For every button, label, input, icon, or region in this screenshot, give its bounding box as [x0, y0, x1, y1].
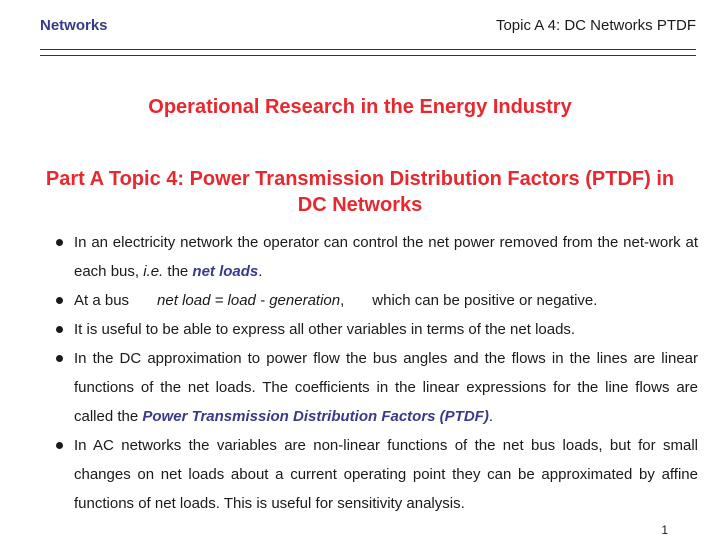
bullet-text: In AC networks the variables are non-linear functions of the net bus loads, but for small changes on net loads about a current operating point they can be approximated by affine functions of net loads. This is useful for sensitivity analysis.: [74, 437, 698, 512]
header-rule-top: [40, 49, 696, 50]
bullet-item: [52, 344, 698, 431]
slide-subtitle: Part A Topic 4: Power Transmission Distribution Factors (PTDF) in DC Networks: [45, 168, 675, 216]
bullet-item: [52, 286, 698, 315]
bullet-text: It is useful to be able to express all other variables in terms of the net loads.: [74, 321, 576, 338]
bullet-text: the: [163, 263, 193, 280]
header-section-title: Networks: [40, 17, 108, 34]
term-ptdf: Power Transmission Distribution Factors (PTDF): [142, 408, 489, 425]
page-number: 1: [661, 523, 668, 537]
bullet-text: .: [488, 408, 493, 425]
slide-header: [0, 0, 720, 60]
header-topic-title: Topic A 4: DC Networks PTDF: [495, 17, 696, 34]
bullet-text: In an electricity network the operator can control the net power removed from the net-work at each bus,: [74, 234, 698, 280]
bullet-text-italic: i.e.: [143, 263, 164, 280]
bullet-item: [52, 431, 698, 518]
bullet-text: which can be positive or negative.: [372, 292, 598, 309]
bullet-item: [52, 228, 698, 286]
net-load-formula: net load = load - generation: [157, 292, 341, 309]
bullet-text: .: [258, 263, 263, 280]
term-net-loads: net loads: [192, 263, 259, 280]
bullet-text: ,: [340, 292, 345, 309]
header-rule-bottom: [40, 55, 696, 56]
bullet-text: In the DC approximation to power flow the bus angles and the flows in the lines are linear functions of the net loads. The coefficients in the linear expressions for the line flows are called the: [74, 350, 698, 425]
slide-title: Operational Research in the Energy Industry: [148, 96, 572, 118]
bullet-item: [52, 315, 698, 344]
bullet-list: [52, 228, 698, 518]
bullet-text: At a bus: [74, 292, 130, 309]
